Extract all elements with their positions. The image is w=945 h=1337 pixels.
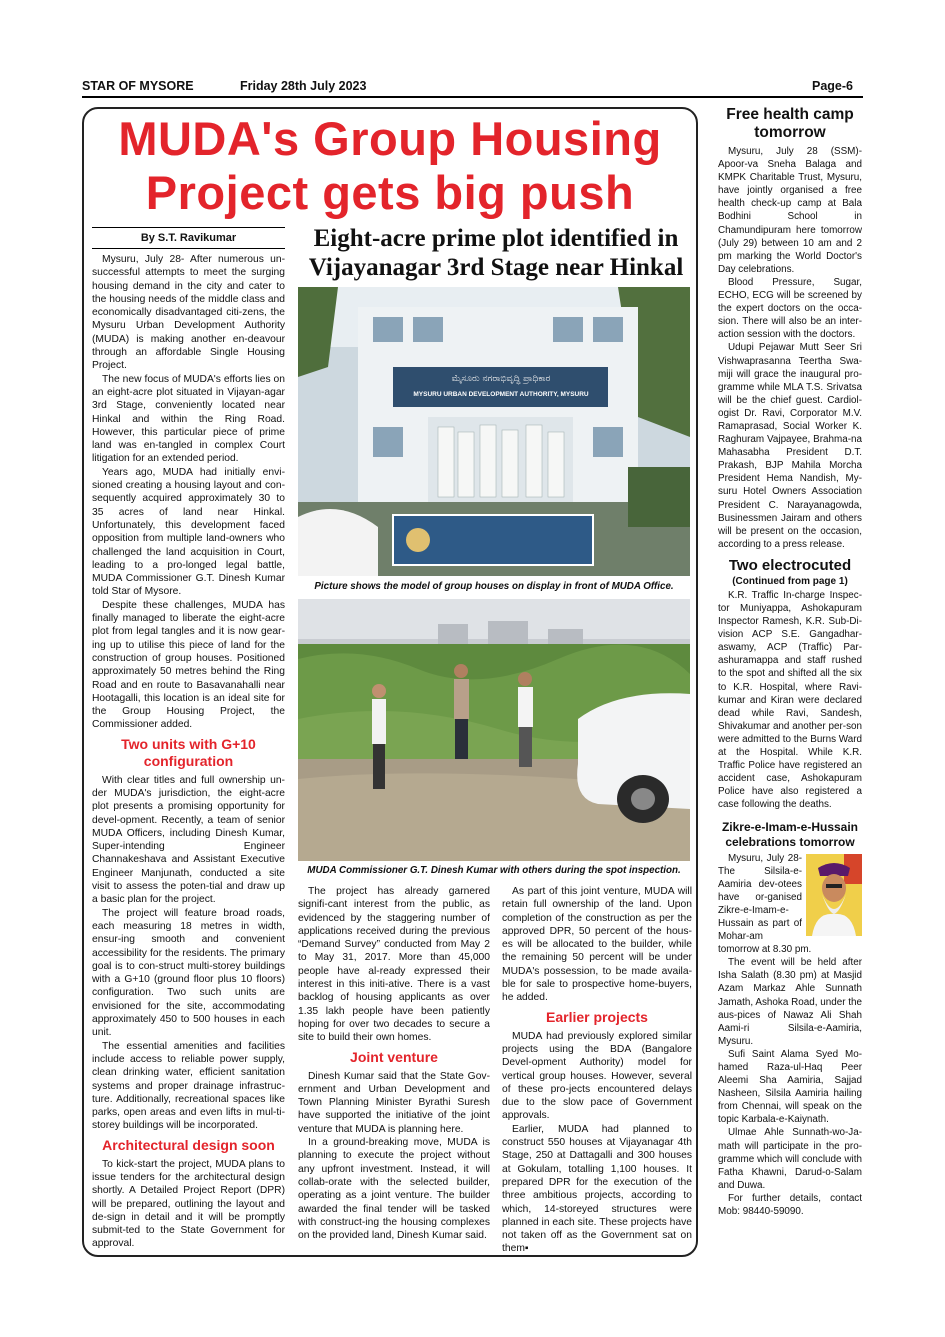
sidebar-zikre-text — [718, 956, 862, 1218]
sidebar-continued: (Continued from page 1) — [732, 575, 848, 587]
header-rule — [82, 96, 863, 98]
building-illustration — [298, 287, 690, 576]
subhead-architectural: Architectural design soon — [102, 1136, 275, 1153]
paragraph: Earlier, MUDA had planned to construct 550 houses at Vijayanagar 4th Stage, 250 at Dattagalli and 300 houses at Gokulam, totalling 1,100 houses. It prepared DPR for the execution of the three ambitious projects, according to which, 14-storeyed structures were planned in each site. These projects have not taken off as the Government sat on them▪ — [502, 1123, 692, 1255]
portrait-illustration — [806, 854, 862, 936]
sign-kannada: ಮೈಸೂರು ನಗರಾಭಿವೃದ್ಧಿ ಪ್ರಾಧಿಕಾರ — [451, 374, 551, 384]
article-column-2 — [298, 885, 490, 1242]
col1c-text — [92, 1158, 285, 1251]
paragraph: The project has already garnered signifi-cant interest from the public, as evidenced by the staggering number of applications received during the previous “Demand Survey” conducted from May 2 to May 31, 2017. More than 45,000 people have al-ready expressed their interest in this initi-ative. There is a vast backlog of housing applicants as over 1.35 lakh people have been patiently hoping for over two decades to secure a site to build their own homes. — [298, 886, 490, 1044]
caption-building: Picture shows the model of group houses on display in front of MUDA Office. — [314, 581, 674, 592]
sidebar-title-electrocuted: Two electrocuted — [728, 556, 852, 574]
paragraph: Sufi Saint Alama Syed Mo-hamed Raza-ul-Haq Peer Aleemi Sha Aamiria, Sajjad Nasheen, Silsila Aamiria hailing from Chennai, will speak on the topic Karbala-e-Kaiynath. — [718, 1048, 862, 1126]
subheadline: Eight-acre prime plot identified in Vijayanagar 3rd Stage near Hinkal — [308, 225, 684, 281]
subhead-two-units: Two units with G+10 configuration — [121, 735, 256, 769]
article-column-1 — [92, 253, 285, 1251]
col3-text — [502, 885, 692, 1005]
headline: MUDA's Group Housing Project gets big push — [118, 112, 662, 219]
paragraph: In a ground-breaking move, MUDA is planning to execute the project without any upfront investment. Instead, it will collab-orate with the selected builder, operating as a joint venture. The builder awarded the final tender will be tasked with construct-ing the housing complexes on the provided land, Dinesh Kumar said. — [298, 1137, 490, 1242]
paragraph: The new focus of MUDA's efforts lies on an eight-acre plot situated in Vijayan-agar 3rd Stage, conveniently located near Hinkal and within the Ring Road. However, this particular piece of prime land was en-tangled in complex Court litigation for an extended period. — [92, 373, 285, 465]
caption-inspection: MUDA Commissioner G.T. Dinesh Kumar with others during the spot inspection. — [307, 865, 681, 876]
col2b-text — [298, 1070, 490, 1243]
sidebar-health-text — [718, 145, 862, 551]
paragraph: For further details, contact Mob: 98440-59090. — [718, 1192, 862, 1218]
paragraph: With clear titles and full ownership un-der MUDA's jurisdiction, the eight-acre plot presents a promising opportunity for devel-opment. Recently, a team of senior MUDA Officers, including Dinesh Kumar, Super-intending Engineer Channakeshava and Assistant Executive Engineer Manjunath, conducted a site visit to assess the poten-tial and draw up a basic plan for the project. — [92, 774, 285, 906]
subhead-earlier-projects: Earlier projects — [546, 1008, 648, 1025]
zikre-portrait — [806, 854, 862, 936]
masthead: STAR OF MYSORE — [82, 79, 194, 93]
paragraph: To kick-start the project, MUDA plans to issue tenders for the architectural design shortly. A Detailed Project Report (DPR) will be prepared, outlining the layout and de-sign in detail and it will be promptly submit-ted to the State Government for approval. — [92, 1158, 285, 1250]
issue-date: Friday 28th July 2023 — [240, 79, 367, 93]
page-number: Page-6 — [812, 79, 853, 93]
paragraph: Ulmae Ahle Sunnath-wo-Ja-math will participate in the pro-gramme which will conclude with Fatha Khawni, Darud-o-Salam and Duwa. — [718, 1127, 862, 1191]
paragraph: The event will be held after Isha Salath (8.30 pm) at Masjid Azam Markaz Ahle Sunnath Jamath, Ashoka Road, under the aus-pices of Nawaz Ali Shah Aami-ri Silsila-e-Aamiria, Mysuru. — [718, 957, 862, 1047]
paragraph: Mysuru, July 28- After numerous un-successful attempts to meet the surging housing demand in the city and cater to the housing needs of the middle class and economically disadvantaged citi-zens, the Mysuru Urban Development Authority (MUDA) is making another en-deavour through an affordable Single Housing Project. — [92, 254, 285, 372]
paragraph: The essential amenities and facilities include access to reliable power supply, clean drinking water, efficient sanitation systems and proper drainage infrastruc-ture. Additionally, recreational spaces like parks, open areas and even lifts in mul-ti-storey buildings will be incorporated. — [92, 1040, 285, 1132]
col1b-text — [92, 774, 285, 1133]
sidebar-title-health-camp: Free health camp tomorrow — [726, 106, 854, 141]
sign-english: MYSURU URBAN DEVELOPMENT AUTHORITY, MYSURU — [413, 391, 589, 398]
col1-text — [92, 253, 285, 732]
paragraph: Mysuru, July 28 (SSM)- Apoor-va Sneha Balaga and KMPK Charitable Trust, Mysuru, have jointly organised a free health check-up camp at Bala Bodhini School in Chamundipuram here tomorrow (July 29) between 10 am and 2 pm marking the World Doctor's Day celebrations. — [718, 146, 862, 275]
sidebar-title-zikre: Zikre-e-Imam-e-Hussain celebrations tomorrow — [721, 819, 859, 849]
zikre-lead — [718, 852, 862, 957]
paragraph: Despite these challenges, MUDA has finally managed to liberate the eight-acre plot from legal tangles and it is now gear-ing up to utilise this piece of land for the construction of group houses. Positioned approximately 50 metres behind the Ring Road and en route to Basavanahalli near Hootagalli, this location is an ideal site for the Group Housing Project, the Commissioner added. — [92, 599, 285, 731]
paragraph: Blood Pressure, Sugar, ECHO, ECG will be screened by the expert doctors on the occa-sion. There will also be an inter-action session with the doctors. — [718, 276, 862, 341]
paragraph: As part of this joint venture, MUDA will retain full ownership of the land. Upon completion of the construction as per the approved DPR, 50 percent of the hous-es will be allocated to the builder, while the remaining 50 percent will be under MUDA's possession, to be made availa-ble for sale to prospective home-buyers, he added. — [502, 886, 692, 1004]
byline: By S.T. Ravikumar — [92, 227, 285, 249]
paragraph: Years ago, MUDA had initially envi-sioned creating a housing layout and con-sequently acquired approximately 30 to 35 acres of land near Hinkal. Unfortunately, this development faced opposition from multiple land-owners who challenged the land acquisition in Court, leading to a pro-longed legal battle, MUDA Commissioner G.T. Dinesh Kumar told Star of Mysore. — [92, 466, 285, 598]
col2-text — [298, 885, 490, 1045]
photo-spot-inspection — [298, 599, 690, 861]
paragraph: Udupi Pejawar Mutt Seer Sri Vishwaprasanna Teertha Swa-miji will grace the inaugural pro-gramme while MLA T.S. Srivatsa will be the chief guest. Cardiol-ogist Dr. Ravi, Corporator M.V. Ramaprasad, Social Worker K. Raghuram Vajpayee, Brahma-na Mahasabha President D.T. Prakash, BJP Mahila Morcha President Hema Nandish, My-suru Hotel Owners Association President C. Narayanagowda, Businessmen Jairam and others will be present on the occasion, according to a press release. — [718, 342, 862, 550]
paragraph: Dinesh Kumar said that the State Gov-ernment and Urban Development and Town Planning Minister Byrathi Suresh have supported the initiative of the joint venture that MUDA is planning here. — [298, 1070, 490, 1135]
col3b-text — [502, 1030, 692, 1256]
sidebar-column — [718, 106, 862, 1218]
paragraph: K.R. Traffic In-charge Inspec-tor Muniyappa, Ashokapuram Inspector Ramesh, K.R. Sub-Di-vision ACP S.E. Gangadhar-aswamy, ACP (Traffic) Par-ashuramappa and staff rushed to the spot and shifted all the six to K.R. Hospital, where Ravi-kumar and Kiran were declared dead while Ravi, Sandesh, Shivakumar and another per-son were admitted to the Burns Ward at the Hospital. While K.R. Traffic Police have registered an accident case, Ashokapuram Police have also registered a case following the deaths. — [718, 589, 862, 811]
article-column-3 — [502, 885, 692, 1256]
zikre-lead-text: Mysuru, July 28- The Silsila-e-Aamiria dev-otees have or-ganised Zikre-e-Imam-e-Hussain as part of Mohar-am tomorrow at 8.30 pm. — [718, 852, 812, 956]
paragraph: MUDA had previously explored similar projects using the BDA (Bangalore Devel-opment Authority) model for vertical group houses. However, several of these pro-jects encountered delays due to the slow pace of Government approvals. — [502, 1030, 692, 1122]
sidebar-electrocuted-text — [718, 589, 862, 812]
field-illustration — [298, 599, 690, 861]
subhead-joint-venture: Joint venture — [350, 1048, 438, 1065]
paragraph: The project will feature broad roads, each measuring 18 metres in width, ensur-ing smooth and convenient accessibility for the residents. The primary goal is to con-struct multi-storey buildings with a G+10 (ground floor plus 10 floors) configuration. Two such units are envisioned for the site, accommodating approximately 450 to 500 houses in each unit. — [92, 907, 285, 1039]
photo-muda-building — [298, 287, 690, 576]
